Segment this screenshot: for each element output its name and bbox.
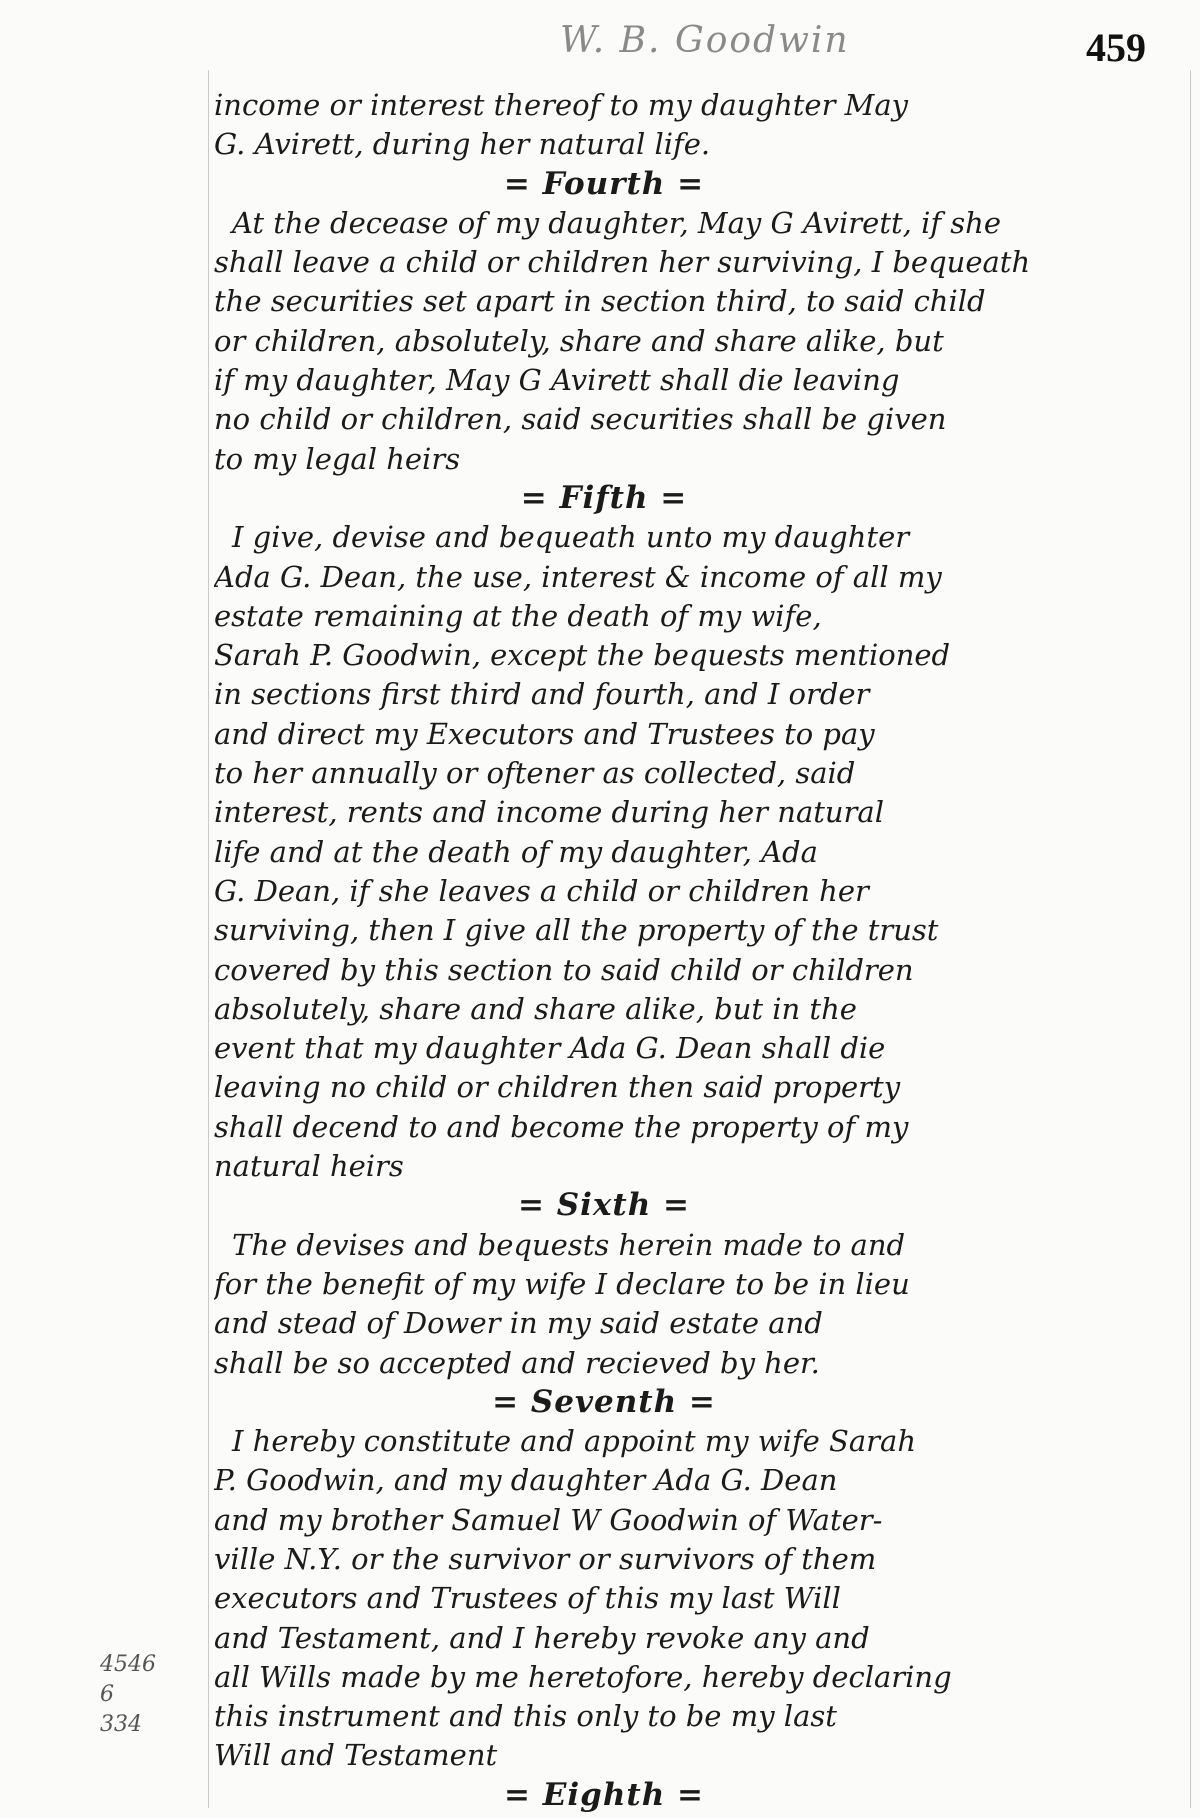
- text-line: leaving no child or children then said property: [214, 1070, 901, 1105]
- text-line: surviving, then I give all the property of the trust: [214, 913, 939, 948]
- text-line: G. Dean, if she leaves a child or children her: [214, 873, 869, 908]
- margin-note-line: 334: [100, 1712, 142, 1737]
- text-line: this instrument and this only to be my last: [214, 1699, 837, 1734]
- text-line: and my brother Samuel W Goodwin of Water-: [214, 1502, 883, 1537]
- text-line: G. Avirett, during her natural life.: [214, 127, 711, 162]
- text-line: I give, devise and bequeath unto my daughter: [232, 520, 910, 555]
- text-line: event that my daughter Ada G. Dean shall die: [214, 1031, 886, 1066]
- header-signature: W. B. Goodwin: [560, 20, 850, 61]
- text-line: shall be so accepted and recieved by her.: [214, 1345, 820, 1380]
- text-line: covered by this section to said child or children: [214, 952, 914, 987]
- text-line: ville N.Y. or the survivor or survivors of them: [214, 1541, 877, 1576]
- section-heading-fourth: = Fourth =: [503, 165, 705, 202]
- text-line: shall decend to and become the property of my: [214, 1109, 909, 1144]
- text-line: income or interest thereof to my daughter May: [214, 88, 909, 122]
- text-line: the securities set apart in section third, to said child: [214, 284, 986, 319]
- page-number: 459: [1086, 25, 1146, 70]
- text-line: to my legal heirs: [214, 441, 461, 476]
- margin-note-line: 4546: [100, 1652, 156, 1677]
- text-line: and stead of Dower in my said estate and: [214, 1306, 823, 1341]
- text-line: absolutely, share and share alike, but in the: [214, 991, 857, 1026]
- right-margin-rule: [1190, 70, 1191, 1808]
- text-line: life and at the death of my daughter, Ada: [214, 834, 818, 869]
- text-line: shall leave a child or children her surviving, I bequeath: [214, 245, 1031, 280]
- section-heading-seventh: = Seventh =: [492, 1383, 716, 1420]
- margin-note-line: 6: [100, 1682, 114, 1707]
- text-line: if my daughter, May G Avirett shall die leaving: [214, 363, 900, 398]
- text-line: Ada G. Dean, the use, interest & income of all my: [214, 559, 942, 594]
- text-line: I hereby constitute and appoint my wife Sarah: [232, 1424, 917, 1459]
- text-line: Will and Testament: [214, 1738, 498, 1773]
- text-line: Sarah P. Goodwin, except the bequests mentioned: [214, 638, 951, 673]
- text-line: natural heirs: [214, 1149, 404, 1184]
- text-line: for the benefit of my wife I declare to be in lieu: [214, 1266, 910, 1301]
- text-line: The devises and bequests herein made to and: [232, 1227, 906, 1262]
- text-line: interest, rents and income during her natural: [214, 795, 884, 830]
- text-line: estate remaining at the death of my wife,: [214, 598, 822, 633]
- margin-note: [100, 1650, 180, 1740]
- text-line: to her annually or oftener as collected, said: [214, 756, 856, 791]
- text-line: and Testament, and I hereby revoke any and: [214, 1620, 870, 1655]
- section-heading-sixth: = Sixth =: [517, 1187, 691, 1224]
- will-text-body: [214, 86, 1184, 1815]
- section-heading-fifth: = Fifth =: [520, 479, 688, 516]
- text-line: or children, absolutely, share and share alike, but: [214, 323, 944, 358]
- text-line: At the decease of my daughter, May G Avirett, if she: [232, 205, 1002, 240]
- text-line: all Wills made by me heretofore, hereby declaring: [214, 1659, 952, 1694]
- text-line: P. Goodwin, and my daughter Ada G. Dean: [214, 1463, 838, 1498]
- text-line: and direct my Executors and Trustees to pay: [214, 716, 875, 751]
- left-margin-rule: [208, 70, 209, 1808]
- text-line: in sections first third and fourth, and I order: [214, 677, 870, 712]
- text-line: no child or children, said securities shall be given: [214, 402, 947, 437]
- text-line: executors and Trustees of this my last Will: [214, 1581, 841, 1616]
- section-heading-eighth: = Eighth =: [503, 1776, 704, 1813]
